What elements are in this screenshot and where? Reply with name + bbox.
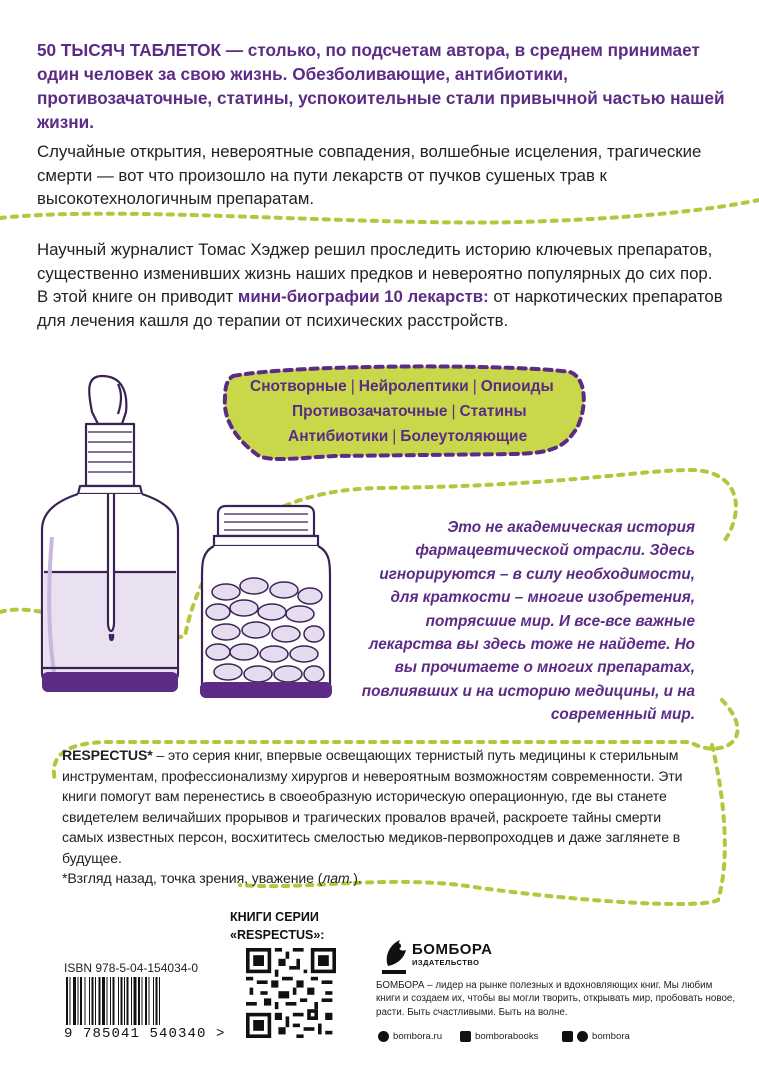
social-vk[interactable]	[460, 1031, 538, 1042]
tag-item: Нейролептики	[358, 378, 469, 395]
publisher-name: БОМБОРА	[412, 941, 493, 958]
tag-separator: |	[451, 403, 456, 420]
books-label-line-2: «RESPECTUS»:	[230, 928, 325, 942]
isbn-barcode	[64, 977, 204, 1027]
barcode-bar	[107, 977, 108, 1025]
paragraph-author	[37, 238, 727, 332]
barcode-bar	[95, 977, 96, 1025]
tags-row-3	[288, 428, 527, 446]
barcode-bar	[131, 977, 132, 1025]
lead-rest: — столько, по подсчетам автора, в среднем принимает один человек за свою жизнь. Обезболивающие, антибиотики, противозачаточные, статины, успокоительные стали привычной частью нашей жизни.	[37, 40, 725, 132]
barcode-bar	[73, 977, 76, 1025]
books-label-line-1: КНИГИ СЕРИИ	[230, 910, 319, 924]
pill-jar-illustration	[196, 500, 336, 700]
paragraph-author-text: Научный журналист Томас Хэджер решил проследить историю ключевых препаратов, существенно изменивших жизнь наших предков и невероятно популярных до сих пор. В этой книге он приводит	[37, 240, 713, 306]
barcode-bar	[142, 977, 143, 1025]
series-description	[62, 745, 692, 889]
series-footnote: *Взгляд назад, точка зрения, уважение (	[62, 870, 323, 886]
publisher-description: БОМБОРА – лидер на рынке полезных и вдохновляющих книг. Мы любим книги и создаем их, чтобы вы могли творить, открывать мир, пробовать новое, расти. Быть счастливыми. Быть на волне.	[376, 980, 736, 1018]
barcode-bar	[102, 977, 105, 1025]
barcode-bar	[80, 977, 82, 1025]
books-series-label	[230, 908, 350, 944]
paragraph-author-tail: от наркотических препаратов для лечения кашля до терапии от психических расстройств.	[37, 287, 723, 330]
youtube-icon	[562, 1031, 573, 1042]
barcode-bar	[66, 977, 68, 1025]
globe-icon	[378, 1031, 389, 1042]
tag-item: Статины	[459, 403, 527, 420]
paragraph-author-highlight: мини-биографии 10 лекарств:	[237, 287, 489, 306]
social-website[interactable]	[378, 1031, 442, 1042]
barcode-bar	[159, 977, 160, 1025]
quote-text: Это не академическая история фармацевтической отрасли. Здесь игнорируются – в силу необходимости, для краткости – многие изобретения, потрясшие мир. И все-все важные лекарства вы здесь тоже не найдете. Но вы прочитаете о многих препаратах, повлиявших и на историю медицины, и на современный мир.	[361, 519, 695, 724]
vk-icon	[460, 1031, 471, 1042]
tags-row-1	[250, 378, 554, 396]
barcode-bar	[149, 977, 150, 1025]
tag-separator: |	[392, 428, 397, 445]
barcode-bar	[156, 977, 158, 1025]
barcode-bar	[138, 977, 140, 1025]
social-website-label: bombora.ru	[393, 1031, 443, 1042]
tag-item: Болеутоляющие	[400, 428, 528, 445]
lead-paragraph	[37, 38, 727, 134]
barcode-bar	[145, 977, 147, 1025]
tag-separator: |	[472, 378, 477, 395]
barcode-bar	[99, 977, 101, 1025]
barcode-bar	[89, 977, 90, 1025]
barcode-bar	[127, 977, 129, 1025]
isbn-number: ISBN 978-5-04-154034-0	[64, 961, 199, 975]
series-text: – это серия книг, впервые освещающих тернистый путь медицины к стерильным инструментам, профессионализму хирургов и невероятным возможностям современности. Эти книги помогут вам перенестись в своеобразную историческую операционную, где вы станете свидетелем величайших прорывов и трагических провалов врачей, раскроете тайны смерти самых известных персон, восхититесь смелостью медиков-первопроходцев и даже заглянете в будущее.	[62, 747, 683, 866]
barcode-bar	[153, 977, 154, 1025]
publisher-subtitle: ИЗДАТЕЛЬСТВО	[412, 958, 480, 967]
barcode-bar	[70, 977, 71, 1025]
tag-item: Опиоиды	[480, 378, 554, 395]
barcode-bar	[113, 977, 115, 1025]
social-telegram[interactable]	[562, 1031, 630, 1042]
tag-item: Антибиотики	[288, 428, 389, 445]
lead-highlight: 50 ТЫСЯЧ ТАБЛЕТОК	[37, 40, 222, 60]
barcode-digits: 9 785041 540340 >	[64, 1026, 226, 1042]
barcode-bar	[121, 977, 123, 1025]
tags-row-2	[292, 403, 527, 421]
barcode-bar	[134, 977, 137, 1025]
qr-code[interactable]	[246, 948, 336, 1038]
barcode-bar	[92, 977, 94, 1025]
bombora-logo-icon	[378, 936, 410, 976]
social-telegram-label: bombora	[592, 1031, 630, 1042]
barcode-bar	[118, 977, 119, 1025]
series-name: RESPECTUS*	[62, 747, 153, 763]
barcode-bar	[124, 977, 125, 1025]
series-footnote-end: ).	[353, 870, 362, 886]
social-vk-label: bomborabooks	[475, 1031, 539, 1042]
tag-item: Снотворные	[250, 378, 347, 395]
tag-separator: |	[350, 378, 355, 395]
telegram-icon	[577, 1031, 588, 1042]
barcode-bar	[85, 977, 86, 1025]
tag-item: Противозачаточные	[292, 403, 448, 420]
paragraph-discoveries: Случайные открытия, невероятные совпадения, волшебные исцеления, трагические смерти — вот что произошло на пути лекарств от пучков сушеных трав к высокотехнологичным препаратам.	[37, 142, 702, 208]
dropper-bottle-illustration	[30, 372, 190, 702]
barcode-bar	[78, 977, 79, 1025]
barcode-bar	[110, 977, 111, 1025]
series-footnote-lang: лат.	[322, 870, 354, 886]
